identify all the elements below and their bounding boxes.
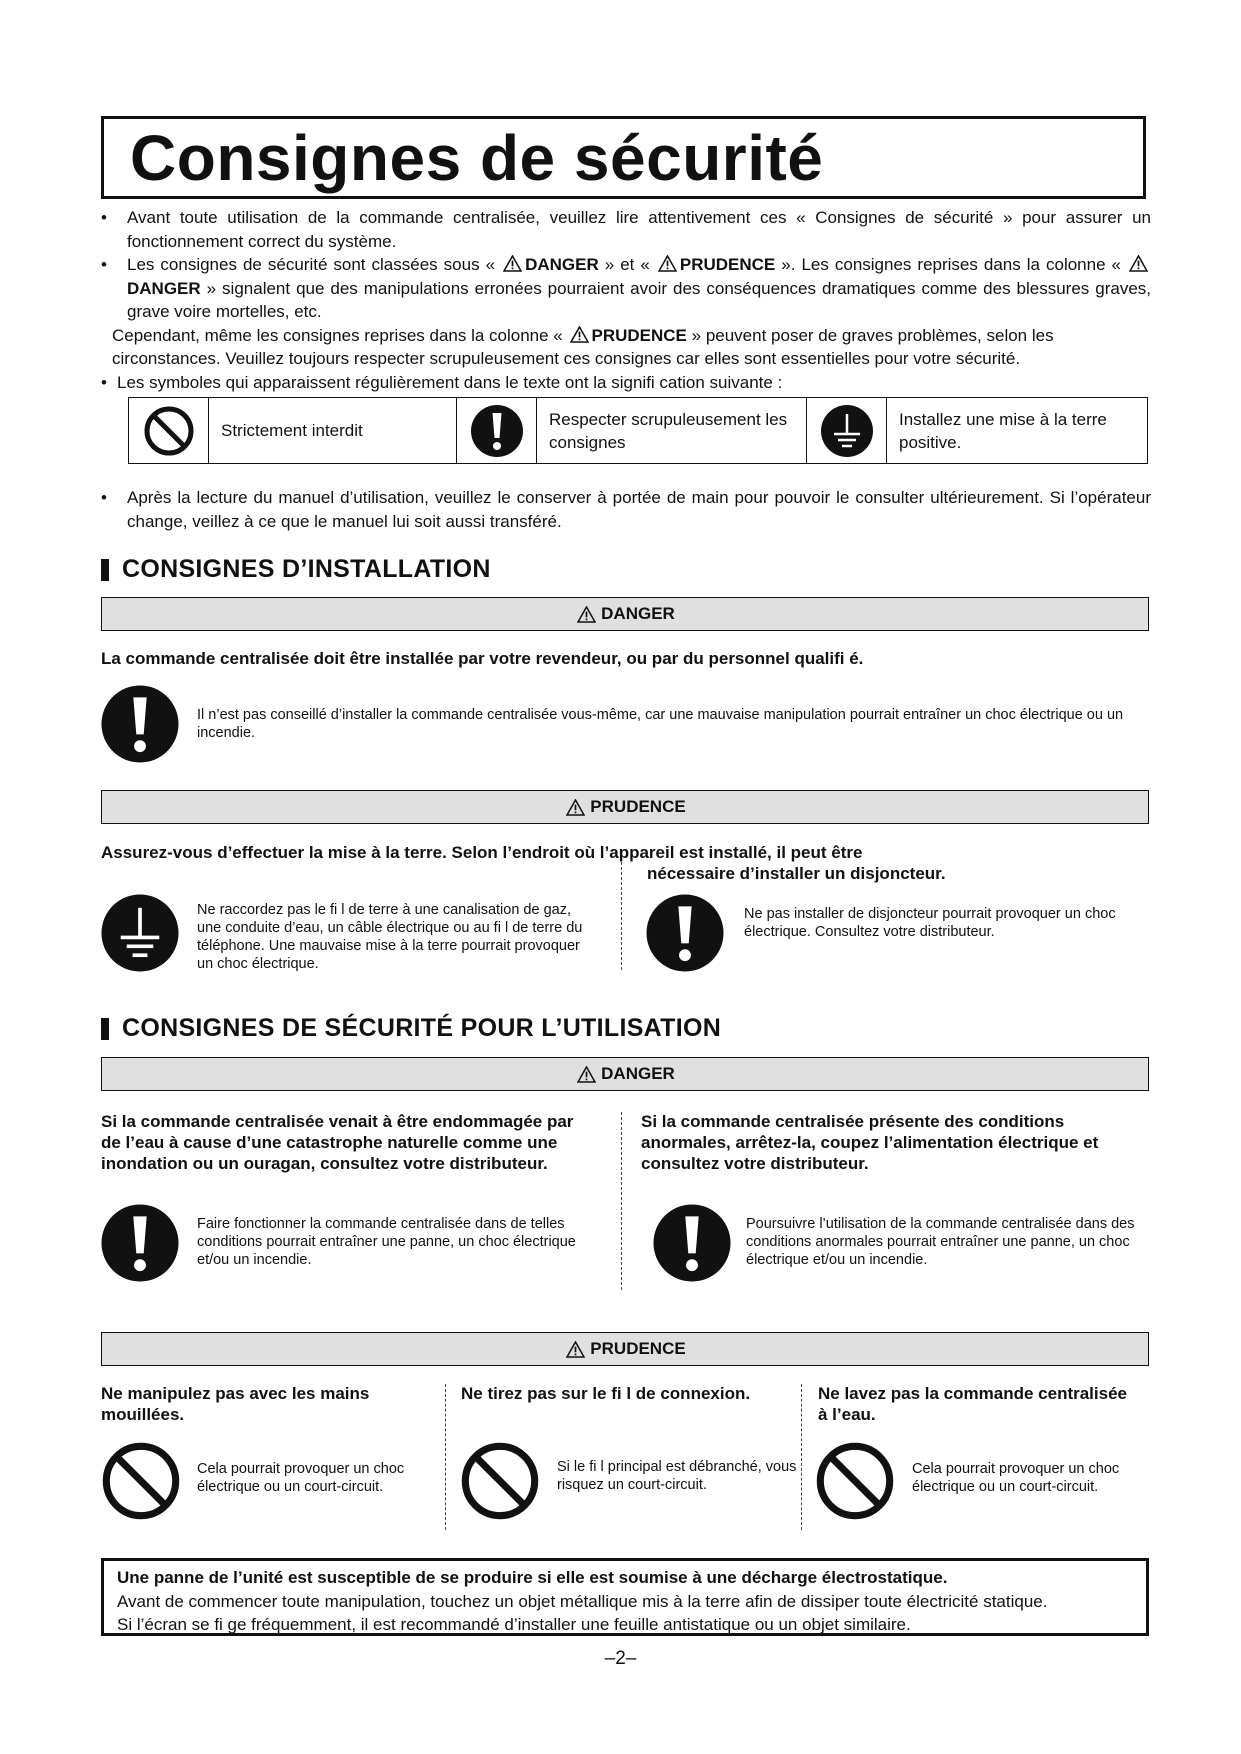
install-ground-text: Ne raccordez pas le fi l de terre à une canalisation de gaz, une conduite d’eau, un câble électrique ou au fi l de terre du téléphone. Une mauvaise mise à la terre pourrait provoquer un choc électrique. xyxy=(197,902,583,972)
column-divider xyxy=(445,1384,446,1530)
warning-icon xyxy=(570,326,589,343)
install-danger-text: Il n’est pas conseillé d’installer la commande centralisée vous-même, car une mauvaise manipulation pourrait entraîner un choc électrique ou un incendie. xyxy=(197,707,1124,741)
usage-danger-left-text: Faire fonctionner la commande centralisée dans de telles conditions pourrait entraîner une panne, un choc électrique et/ou un incendie. xyxy=(197,1216,576,1268)
intro-paragraph: Cependant, même les consignes reprises dans la colonne « PRUDENCE » peuvent poser de graves problèmes, selon les circonstances. Veuillez toujours respecter scrupuleusement ces consignes car elles sont essentielles pour votre sécurité. xyxy=(112,325,1054,368)
mandatory-icon xyxy=(100,1203,180,1283)
intro-bullet-2: • Les consignes de sécurité sont classées sous « DANGER » et « PRUDENCE ». Les consignes reprises dans la colonne « DANGER » signalent que des manipulations erronées pourraient avoir des conséquences dramatiques comme des blessures graves, grave voire mortelles, etc. xyxy=(101,253,1151,324)
symbol-label-ground: Installez une mise à la terre positive. xyxy=(899,409,1107,452)
install-prudence-band: PRUDENCE xyxy=(101,790,1149,824)
usage-danger-left-title: Si la commande centralisée venait à être endommagée par de l’eau à cause d’une catastrophe naturelle comme une inondation ou un ouragan, consultez votre distributeur. xyxy=(101,1112,574,1173)
note-line-2: Si l’écran se fi ge fréquemment, il est recommandé d’installer une feuille antistatique ou un objet similaire. xyxy=(117,1615,911,1634)
symbol-label-prohibited: Strictement interdit xyxy=(209,398,457,463)
warning-icon xyxy=(577,606,596,623)
heading-bar xyxy=(101,559,109,581)
mandatory-icon xyxy=(645,893,725,973)
usage-danger-right-title: Si la commande centralisée présente des conditions anormales, arrêtez-la, coupez l’alimentation électrique et consultez votre distributeur. xyxy=(641,1112,1099,1173)
usage-prudence-band: PRUDENCE xyxy=(101,1332,1149,1366)
note-line-1: Avant de commencer toute manipulation, touchez un objet métallique mis à la terre afin de dissiper toute électricité statique. xyxy=(117,1591,1048,1611)
usage-danger-right-text: Poursuivre l’utilisation de la commande centralisée dans des conditions anormales pourrait entraîner une panne, un choc électrique et/ou un incendie. xyxy=(746,1216,1135,1268)
mandatory-icon xyxy=(652,1203,732,1283)
prohibition-icon xyxy=(129,398,209,463)
usage-prudence-c3-title: Ne lavez pas la commande centralisée à l’eau. xyxy=(818,1384,1127,1424)
ground-icon xyxy=(100,893,180,973)
mandatory-icon xyxy=(457,398,537,463)
install-prudence-title: Assurez-vous d’effectuer la mise à la terre. Selon l’endroit où l’appareil est installé, il peut être nécessaire d’installer un disjoncteur. xyxy=(101,843,946,883)
page-title: Consignes de sécurité xyxy=(130,122,824,194)
warning-icon xyxy=(566,1341,585,1358)
column-divider xyxy=(621,862,622,970)
intro-bullet-1: • Avant toute utilisation de la commande centralisée, veuillez lire attentivement ces « Consignes de sécurité » pour assurer un fonctionnement correct du système. xyxy=(101,206,1151,253)
usage-danger-band: DANGER xyxy=(101,1057,1149,1091)
installation-heading: CONSIGNES D’INSTALLATION xyxy=(101,555,491,584)
note-bold: Une panne de l’unité est susceptible de se produire si elle est soumise à une décharge électrostatique. xyxy=(117,1568,948,1587)
install-danger-band: DANGER xyxy=(101,597,1149,631)
symbols-table xyxy=(128,397,1148,464)
symbol-label-mandatory: Respecter scrupuleusement les consignes xyxy=(537,398,807,463)
install-breaker-text: Ne pas installer de disjoncteur pourrait provoquer un choc électrique. Consultez votre distributeur. xyxy=(744,906,1116,940)
warning-icon xyxy=(566,799,585,816)
prohibition-icon xyxy=(459,1440,541,1522)
after-manual-list xyxy=(101,486,1151,533)
column-divider xyxy=(801,1384,802,1530)
ground-icon xyxy=(807,398,887,463)
usage-prudence-c3-text: Cela pourrait provoquer un choc électrique ou un court-circuit. xyxy=(912,1461,1120,1495)
prohibition-icon xyxy=(100,1440,182,1522)
heading-bar xyxy=(101,1018,109,1040)
usage-prudence-c1-title: Ne manipulez pas avec les mains mouillées. xyxy=(101,1384,370,1424)
warning-icon xyxy=(503,255,522,272)
mandatory-icon xyxy=(100,684,180,764)
electrostatic-note-box xyxy=(101,1558,1149,1636)
prohibition-icon xyxy=(814,1440,896,1522)
usage-prudence-c2-title: Ne tirez pas sur le fi l de connexion. xyxy=(461,1384,751,1403)
install-danger-title: La commande centralisée doit être installée par votre revendeur, ou par du personnel qualifi é. xyxy=(101,649,864,668)
usage-prudence-c1-text: Cela pourrait provoquer un choc électrique ou un court-circuit. xyxy=(197,1461,405,1495)
intro-list xyxy=(101,206,1151,394)
column-divider xyxy=(621,1112,622,1290)
usage-heading: CONSIGNES DE SÉCURITÉ POUR L’UTILISATION xyxy=(101,1014,721,1043)
warning-icon xyxy=(577,1066,596,1083)
warning-icon xyxy=(658,255,677,272)
after-manual-bullet: • Après la lecture du manuel d’utilisation, veuillez le conserver à portée de main pour pouvoir le consulter ultérieurement. Si l’opérateur change, veillez à ce que le manuel lui soit aussi transféré. xyxy=(101,486,1151,533)
intro-bullet-3: • Les symboles qui apparaissent régulièrement dans le texte ont la signifi cation suivante : xyxy=(101,371,1151,395)
warning-icon xyxy=(1129,255,1148,272)
page-number: –2– xyxy=(604,1648,637,1669)
usage-prudence-c2-text: Si le fi l principal est débranché, vous risquez un court-circuit. xyxy=(557,1459,797,1493)
title-box xyxy=(101,116,1146,199)
